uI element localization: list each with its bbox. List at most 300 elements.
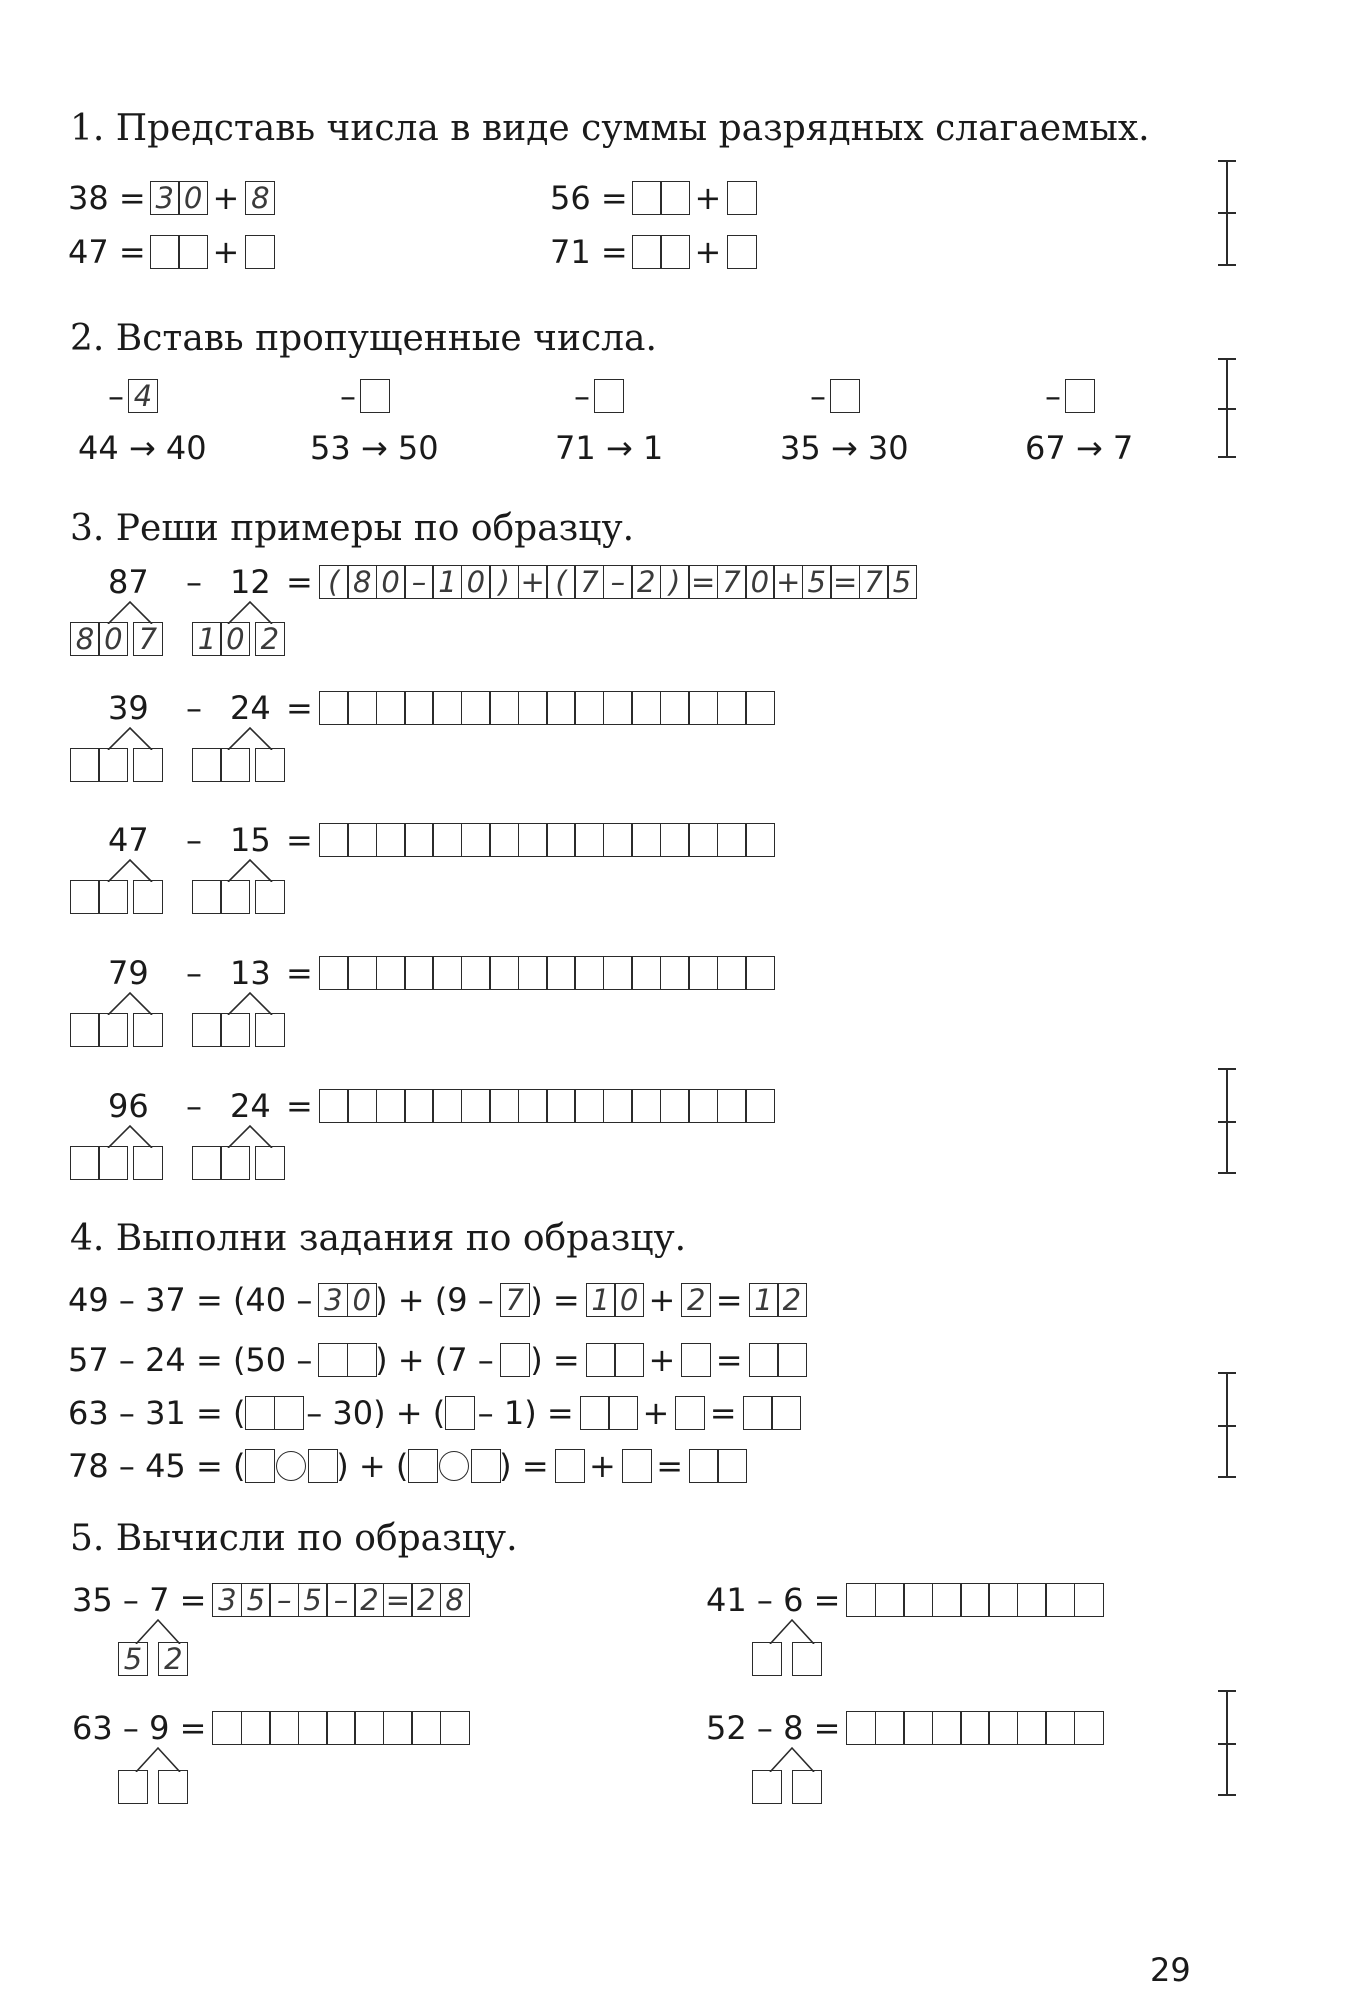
- answer-cell[interactable]: [404, 1089, 434, 1123]
- operation-circle[interactable]: [276, 1451, 306, 1481]
- task1-lhs: 71 =: [550, 233, 628, 271]
- answer-cell[interactable]: [347, 823, 377, 857]
- answer-cell[interactable]: 7: [859, 565, 889, 599]
- split-lines: [100, 991, 160, 1015]
- answer-cell[interactable]: [150, 235, 180, 269]
- answer-cell[interactable]: 2: [354, 1583, 384, 1617]
- answer-cell[interactable]: [70, 880, 100, 914]
- answer-box[interactable]: [245, 1449, 275, 1483]
- answer-cell[interactable]: =: [688, 565, 718, 599]
- answer-cell[interactable]: 1: [192, 622, 222, 656]
- answer-cell[interactable]: [1017, 1583, 1047, 1617]
- answer-cell[interactable]: [461, 1089, 491, 1123]
- subtrahend: 15: [230, 821, 271, 859]
- solution-grid[interactable]: [212, 1711, 468, 1745]
- answer-cell[interactable]: =: [383, 1583, 413, 1617]
- split-lines: [220, 1124, 280, 1148]
- answer-cell[interactable]: [792, 1770, 822, 1804]
- answer-cell[interactable]: ): [489, 565, 519, 599]
- answer-cell[interactable]: [98, 880, 128, 914]
- answer-cell[interactable]: 7: [574, 565, 604, 599]
- answer-cell[interactable]: –: [603, 565, 633, 599]
- minuend: 39: [108, 689, 149, 727]
- answer-cell[interactable]: [632, 235, 662, 269]
- plus-sign: +: [648, 1281, 676, 1319]
- answer-cell[interactable]: [717, 691, 747, 725]
- answer-cell[interactable]: [777, 1343, 807, 1377]
- equals-sign: =: [286, 563, 313, 601]
- ones-box[interactable]: [255, 1013, 285, 1047]
- expression: ) =: [530, 1341, 580, 1379]
- answer-grid[interactable]: [318, 1283, 375, 1317]
- answer-cell[interactable]: [158, 1770, 188, 1804]
- answer-cell[interactable]: [220, 880, 250, 914]
- answer-cell[interactable]: [660, 823, 690, 857]
- answer-cell[interactable]: 5: [298, 1583, 328, 1617]
- subtrahend: 24: [230, 689, 271, 727]
- answer-cell[interactable]: 7: [717, 565, 747, 599]
- task5-title: 5. Вычисли по образцу.: [70, 1518, 518, 1559]
- answer-cell[interactable]: [586, 1343, 616, 1377]
- answer-cell[interactable]: [745, 823, 775, 857]
- answer-cell[interactable]: [383, 1711, 413, 1745]
- ones-box[interactable]: [255, 748, 285, 782]
- answer-cell[interactable]: [771, 1396, 801, 1430]
- answer-cell[interactable]: [745, 1089, 775, 1123]
- answer-cell[interactable]: [792, 1642, 822, 1676]
- answer-cell[interactable]: [489, 1089, 519, 1123]
- answer-grid[interactable]: [749, 1283, 806, 1317]
- answer-cell[interactable]: [603, 823, 633, 857]
- answer-cell[interactable]: [988, 1711, 1018, 1745]
- answer-cell[interactable]: –: [269, 1583, 299, 1617]
- answer-cell[interactable]: [489, 956, 519, 990]
- solution-grid[interactable]: [319, 823, 774, 857]
- tens-boxes[interactable]: [70, 748, 127, 782]
- answer-cell[interactable]: [319, 823, 349, 857]
- equals-sign: =: [709, 1394, 737, 1432]
- answer-box[interactable]: 7: [500, 1283, 530, 1317]
- answer-cell[interactable]: [688, 1089, 718, 1123]
- answer-cell[interactable]: [319, 956, 349, 990]
- answer-cell[interactable]: 0: [461, 565, 491, 599]
- answer-cell[interactable]: 3: [318, 1283, 348, 1317]
- answer-cell[interactable]: 8: [347, 565, 377, 599]
- minuend: 79: [108, 954, 149, 992]
- answer-cell[interactable]: [689, 1449, 719, 1483]
- task3-example: [108, 688, 773, 728]
- answer-box[interactable]: 2: [158, 1642, 188, 1676]
- task5-example: [72, 1708, 468, 1748]
- answer-cell[interactable]: 0: [220, 622, 250, 656]
- answer-cell[interactable]: 1: [432, 565, 462, 599]
- split-lines: [100, 1124, 160, 1148]
- answer-cell[interactable]: [745, 956, 775, 990]
- answer-cell[interactable]: 8: [70, 622, 100, 656]
- answer-cell[interactable]: [98, 1013, 128, 1047]
- ones-box[interactable]: [255, 1146, 285, 1180]
- answer-cell[interactable]: [98, 1146, 128, 1180]
- answer-cell[interactable]: [875, 1711, 905, 1745]
- answer-cell[interactable]: 1: [586, 1283, 616, 1317]
- answer-cell[interactable]: [1074, 1583, 1104, 1617]
- expression: ) =: [530, 1281, 580, 1319]
- answer-grid[interactable]: [586, 1343, 643, 1377]
- answer-cell[interactable]: 2: [777, 1283, 807, 1317]
- ones-box[interactable]: [133, 880, 163, 914]
- tens-boxes[interactable]: [192, 880, 249, 914]
- answer-cell[interactable]: [546, 956, 576, 990]
- answer-cell[interactable]: [319, 1089, 349, 1123]
- answer-cell[interactable]: [404, 956, 434, 990]
- answer-cell[interactable]: 3: [212, 1583, 242, 1617]
- answer-cell[interactable]: [192, 880, 222, 914]
- answer-cell[interactable]: [608, 1396, 638, 1430]
- answer-cell[interactable]: [220, 748, 250, 782]
- minus-sign: –: [186, 1087, 202, 1125]
- answer-cell[interactable]: [717, 823, 747, 857]
- answer-cell[interactable]: [178, 235, 208, 269]
- answer-cell[interactable]: –: [404, 565, 434, 599]
- answer-cell[interactable]: [489, 823, 519, 857]
- answer-cell[interactable]: [70, 1146, 100, 1180]
- answer-cell[interactable]: [749, 1343, 779, 1377]
- tens-boxes[interactable]: [70, 1146, 127, 1180]
- answer-cell[interactable]: [1045, 1711, 1075, 1745]
- answer-cell[interactable]: [660, 235, 690, 269]
- answer-cell[interactable]: [241, 1711, 271, 1745]
- answer-cell[interactable]: [1045, 1583, 1075, 1617]
- answer-cell[interactable]: 2: [631, 565, 661, 599]
- answer-cell[interactable]: [631, 956, 661, 990]
- task2-chain: 53 → 50: [310, 429, 439, 467]
- operation-circle[interactable]: [439, 1451, 469, 1481]
- split-boxes: [70, 1013, 161, 1047]
- tens-boxes[interactable]: [192, 748, 249, 782]
- tens-boxes[interactable]: [70, 880, 127, 914]
- answer-cell[interactable]: [688, 691, 718, 725]
- tens-boxes[interactable]: [70, 622, 127, 656]
- answer-box[interactable]: [675, 1396, 705, 1430]
- split-boxes: [118, 1770, 187, 1804]
- answer-cell[interactable]: [376, 823, 406, 857]
- answer-cell[interactable]: [98, 748, 128, 782]
- task1-row-4: [550, 232, 756, 272]
- answer-box[interactable]: 2: [681, 1283, 711, 1317]
- answer-box[interactable]: [622, 1449, 652, 1483]
- answer-cell[interactable]: [875, 1583, 905, 1617]
- answer-cell[interactable]: [440, 1711, 470, 1745]
- answer-cell[interactable]: 0: [347, 1283, 377, 1317]
- tens-boxes[interactable]: [150, 235, 207, 269]
- answer-box[interactable]: [471, 1449, 501, 1483]
- task1-title: 1. Представь числа в виде суммы разрядных слагаемых.: [70, 108, 1150, 149]
- expression: 78 – 45 = (: [68, 1447, 246, 1485]
- answer-cell[interactable]: 0: [614, 1283, 644, 1317]
- answer-cell[interactable]: [461, 823, 491, 857]
- answer-cell[interactable]: [298, 1711, 328, 1745]
- answer-cell[interactable]: [660, 181, 690, 215]
- answer-box[interactable]: [594, 379, 624, 413]
- answer-cell[interactable]: [404, 823, 434, 857]
- answer-cell[interactable]: [688, 823, 718, 857]
- answer-cell[interactable]: [603, 956, 633, 990]
- answer-cell[interactable]: [192, 1013, 222, 1047]
- answer-cell[interactable]: [632, 181, 662, 215]
- answer-cell[interactable]: 0: [376, 565, 406, 599]
- plus-sign: +: [642, 1394, 670, 1432]
- answer-cell[interactable]: [660, 1089, 690, 1123]
- answer-cell[interactable]: [960, 1583, 990, 1617]
- solution-grid[interactable]: [319, 956, 774, 990]
- answer-cell[interactable]: [631, 823, 661, 857]
- minus-sign: –: [1045, 377, 1061, 415]
- answer-cell[interactable]: [988, 1583, 1018, 1617]
- solution-grid[interactable]: [319, 565, 916, 599]
- answer-cell[interactable]: [960, 1711, 990, 1745]
- ones-box[interactable]: [133, 1013, 163, 1047]
- answer-box[interactable]: 5: [118, 1642, 148, 1676]
- answer-cell[interactable]: [347, 691, 377, 725]
- answer-cell[interactable]: 8: [440, 1583, 470, 1617]
- answer-grid[interactable]: [245, 1396, 302, 1430]
- answer-cell[interactable]: 5: [241, 1583, 271, 1617]
- answer-cell[interactable]: [846, 1711, 876, 1745]
- tens-boxes[interactable]: [192, 622, 249, 656]
- answer-cell[interactable]: 0: [178, 181, 208, 215]
- answer-cell[interactable]: [518, 956, 548, 990]
- answer-cell[interactable]: [717, 1089, 747, 1123]
- answer-cell[interactable]: [546, 1089, 576, 1123]
- answer-cell[interactable]: [269, 1711, 299, 1745]
- answer-box[interactable]: [308, 1449, 338, 1483]
- answer-cell[interactable]: [70, 1013, 100, 1047]
- answer-cell[interactable]: 0: [745, 565, 775, 599]
- answer-cell[interactable]: =: [830, 565, 860, 599]
- plus-sign: +: [694, 233, 722, 271]
- answer-cell[interactable]: [631, 1089, 661, 1123]
- ones-box[interactable]: [727, 235, 757, 269]
- answer-cell[interactable]: [574, 956, 604, 990]
- answer-cell[interactable]: [432, 823, 462, 857]
- tens-boxes[interactable]: [632, 181, 689, 215]
- tens-boxes[interactable]: [632, 235, 689, 269]
- answer-cell[interactable]: [846, 1583, 876, 1617]
- answer-cell[interactable]: [745, 691, 775, 725]
- expression: – 1) =: [477, 1394, 574, 1432]
- expression: 49 – 37 = (40 –: [68, 1281, 313, 1319]
- answer-box[interactable]: [500, 1343, 530, 1377]
- answer-cell[interactable]: [717, 956, 747, 990]
- answer-cell[interactable]: [903, 1711, 933, 1745]
- score-bracket: [1218, 160, 1236, 266]
- answer-cell[interactable]: 5: [887, 565, 917, 599]
- answer-cell[interactable]: (: [546, 565, 576, 599]
- answer-box[interactable]: [830, 379, 860, 413]
- tens-boxes[interactable]: [192, 1146, 249, 1180]
- split-lines: [220, 858, 280, 882]
- answer-box[interactable]: [408, 1449, 438, 1483]
- answer-box[interactable]: [681, 1343, 711, 1377]
- answer-cell[interactable]: (: [319, 565, 349, 599]
- answer-cell[interactable]: [432, 956, 462, 990]
- answer-cell[interactable]: [903, 1583, 933, 1617]
- solution-grid[interactable]: [212, 1583, 468, 1617]
- answer-cell[interactable]: [932, 1583, 962, 1617]
- equals-sign: =: [715, 1281, 743, 1319]
- answer-cell[interactable]: [518, 691, 548, 725]
- answer-cell[interactable]: 3: [150, 181, 180, 215]
- answer-cell[interactable]: [220, 1013, 250, 1047]
- answer-grid[interactable]: [318, 1343, 375, 1377]
- ones-box[interactable]: 8: [245, 181, 275, 215]
- answer-cell[interactable]: [347, 1089, 377, 1123]
- ones-box[interactable]: [133, 1146, 163, 1180]
- answer-cell[interactable]: +: [773, 565, 803, 599]
- answer-cell[interactable]: [1017, 1711, 1047, 1745]
- answer-cell[interactable]: [376, 691, 406, 725]
- answer-cell[interactable]: [404, 691, 434, 725]
- score-bracket: [1218, 1068, 1236, 1174]
- answer-cell[interactable]: –: [326, 1583, 356, 1617]
- answer-cell[interactable]: [574, 823, 604, 857]
- answer-cell[interactable]: [461, 691, 491, 725]
- answer-cell[interactable]: 2: [411, 1583, 441, 1617]
- answer-cell[interactable]: [220, 1146, 250, 1180]
- answer-cell[interactable]: [546, 823, 576, 857]
- minus-sign: –: [186, 689, 202, 727]
- score-bracket: [1218, 1372, 1236, 1478]
- plus-sign: +: [589, 1447, 616, 1485]
- answer-cell[interactable]: [574, 1089, 604, 1123]
- solution-grid[interactable]: [319, 1089, 774, 1123]
- tens-boxes[interactable]: [70, 1013, 127, 1047]
- answer-box[interactable]: 4: [128, 379, 158, 413]
- ones-box[interactable]: [727, 181, 757, 215]
- solution-grid[interactable]: [846, 1583, 1102, 1617]
- answer-cell[interactable]: [411, 1711, 441, 1745]
- answer-cell[interactable]: [318, 1343, 348, 1377]
- answer-cell[interactable]: [326, 1711, 356, 1745]
- subtrahend: 24: [230, 1087, 271, 1125]
- tens-boxes[interactable]: [150, 181, 207, 215]
- answer-cell[interactable]: [574, 691, 604, 725]
- answer-cell[interactable]: [192, 748, 222, 782]
- answer-cell[interactable]: [461, 956, 491, 990]
- answer-cell[interactable]: [717, 1449, 747, 1483]
- answer-cell[interactable]: 0: [98, 622, 128, 656]
- plus-sign: +: [212, 179, 240, 217]
- answer-grid[interactable]: [586, 1283, 643, 1317]
- plus-sign: +: [648, 1341, 676, 1379]
- answer-cell[interactable]: ): [660, 565, 690, 599]
- minus-sign: –: [186, 563, 202, 601]
- answer-cell[interactable]: [432, 691, 462, 725]
- answer-cell[interactable]: 5: [802, 565, 832, 599]
- answer-cell[interactable]: [354, 1711, 384, 1745]
- answer-grid[interactable]: [743, 1396, 800, 1430]
- task5-sample: [72, 1580, 468, 1620]
- task5-example: [706, 1708, 1102, 1748]
- answer-cell[interactable]: [347, 956, 377, 990]
- answer-grid[interactable]: [749, 1343, 806, 1377]
- ones-box[interactable]: [245, 235, 275, 269]
- answer-box[interactable]: [1065, 379, 1095, 413]
- expression: – 30) + (: [306, 1394, 446, 1432]
- split-lines: [100, 858, 160, 882]
- answer-grid[interactable]: [580, 1396, 637, 1430]
- answer-cell[interactable]: [274, 1396, 304, 1430]
- answer-cell[interactable]: [743, 1396, 773, 1430]
- answer-cell[interactable]: [688, 956, 718, 990]
- answer-cell[interactable]: [546, 691, 576, 725]
- split-lines: [100, 726, 160, 750]
- task3-title: 3. Реши примеры по образцу.: [70, 508, 635, 549]
- answer-cell[interactable]: [376, 956, 406, 990]
- answer-cell[interactable]: [1074, 1711, 1104, 1745]
- answer-cell[interactable]: [603, 691, 633, 725]
- ones-box[interactable]: [133, 748, 163, 782]
- ones-box[interactable]: 2: [255, 622, 285, 656]
- answer-cell[interactable]: [631, 691, 661, 725]
- ones-box[interactable]: 7: [133, 622, 163, 656]
- answer-cell[interactable]: [660, 691, 690, 725]
- split-boxes: [192, 1146, 283, 1180]
- answer-cell[interactable]: [932, 1711, 962, 1745]
- answer-cell[interactable]: +: [518, 565, 548, 599]
- answer-box[interactable]: [555, 1449, 585, 1483]
- answer-cell[interactable]: 1: [749, 1283, 779, 1317]
- task2-item-4: [810, 376, 858, 416]
- solution-grid[interactable]: [319, 691, 774, 725]
- answer-cell[interactable]: [212, 1711, 242, 1745]
- answer-cell[interactable]: [752, 1642, 782, 1676]
- answer-cell[interactable]: [192, 1146, 222, 1180]
- split-lines: [762, 1618, 822, 1644]
- answer-cell[interactable]: [518, 823, 548, 857]
- answer-box[interactable]: [445, 1396, 475, 1430]
- answer-cell[interactable]: [614, 1343, 644, 1377]
- solution-grid[interactable]: [846, 1711, 1102, 1745]
- answer-cell[interactable]: [580, 1396, 610, 1430]
- tens-boxes[interactable]: [192, 1013, 249, 1047]
- answer-cell[interactable]: [489, 691, 519, 725]
- answer-cell[interactable]: [376, 1089, 406, 1123]
- answer-cell[interactable]: [245, 1396, 275, 1430]
- equals-sign: =: [286, 821, 313, 859]
- answer-cell[interactable]: [752, 1770, 782, 1804]
- answer-cell[interactable]: [118, 1770, 148, 1804]
- answer-grid[interactable]: [689, 1449, 746, 1483]
- split-lines: [128, 1746, 188, 1772]
- answer-cell[interactable]: [432, 1089, 462, 1123]
- minuend: 96: [108, 1087, 149, 1125]
- task2-item-5: [1045, 376, 1093, 416]
- plus-sign: +: [694, 179, 722, 217]
- answer-cell[interactable]: [603, 1089, 633, 1123]
- task4-line-4: [68, 1446, 746, 1486]
- answer-cell[interactable]: [70, 748, 100, 782]
- answer-box[interactable]: [360, 379, 390, 413]
- answer-cell[interactable]: [660, 956, 690, 990]
- answer-cell[interactable]: [347, 1343, 377, 1377]
- ones-box[interactable]: [255, 880, 285, 914]
- split-lines: [220, 600, 280, 624]
- score-bracket: [1218, 358, 1236, 458]
- expression: 35 – 7 =: [72, 1581, 207, 1619]
- answer-cell[interactable]: [518, 1089, 548, 1123]
- answer-cell[interactable]: [319, 691, 349, 725]
